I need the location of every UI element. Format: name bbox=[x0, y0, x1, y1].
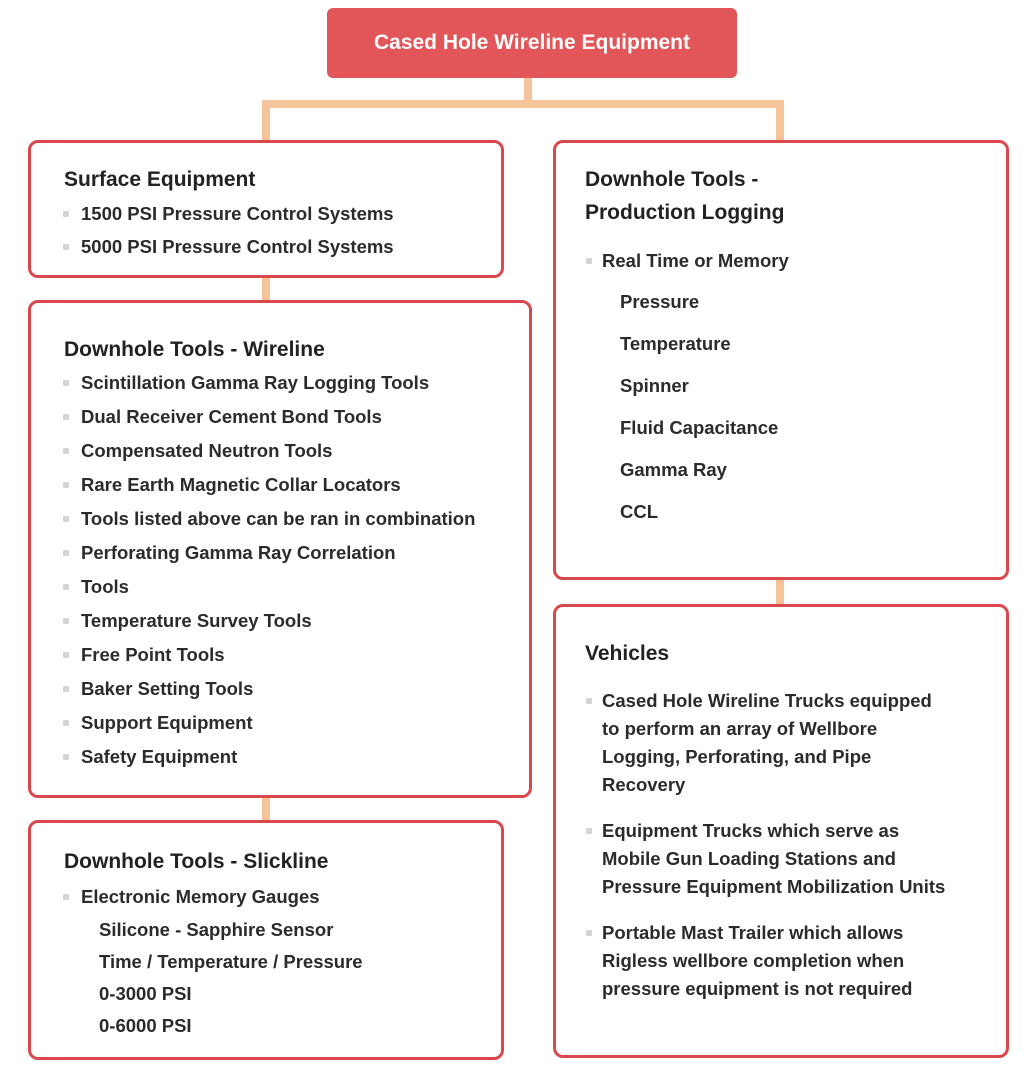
bullet-marker bbox=[63, 244, 69, 250]
root-title: Cased Hole Wireline Equipment bbox=[373, 31, 691, 54]
production-subitem: CCL bbox=[620, 501, 659, 522]
bullet-marker bbox=[63, 754, 69, 760]
bullet-marker bbox=[63, 380, 69, 386]
wireline-item: Compensated Neutron Tools bbox=[81, 440, 333, 461]
wireline-item: Support Equipment bbox=[81, 712, 253, 733]
root-node bbox=[327, 8, 737, 78]
wireline-box bbox=[28, 300, 532, 798]
bullet-marker bbox=[63, 448, 69, 454]
vehicles-item-line: Mobile Gun Loading Stations and bbox=[602, 848, 896, 869]
surface-equipment-box bbox=[28, 140, 504, 278]
production-subitem: Spinner bbox=[620, 375, 689, 396]
surface-item: 5000 PSI Pressure Control Systems bbox=[81, 236, 394, 257]
bullet-marker bbox=[63, 652, 69, 658]
wireline-title: Downhole Tools - Wireline bbox=[64, 338, 325, 361]
wireline-item: Dual Receiver Cement Bond Tools bbox=[81, 406, 382, 427]
wireline-item: Tools listed above can be ran in combination bbox=[81, 508, 476, 529]
production-item: Real Time or Memory bbox=[602, 250, 789, 271]
wireline-item: Safety Equipment bbox=[81, 746, 238, 767]
bullet-marker bbox=[586, 258, 592, 264]
vehicles-item-line: Rigless wellbore completion when bbox=[602, 950, 905, 971]
slickline-item: Electronic Memory Gauges bbox=[81, 886, 320, 907]
vehicles-item-line: to perform an array of Wellbore bbox=[602, 718, 878, 739]
wireline-item: Free Point Tools bbox=[81, 644, 225, 665]
vehicles-item-line: Pressure Equipment Mobilization Units bbox=[602, 876, 946, 897]
production-subitem: Pressure bbox=[620, 291, 700, 312]
bullet-marker bbox=[63, 414, 69, 420]
wireline-item: Perforating Gamma Ray Correlation bbox=[81, 542, 396, 563]
bullet-marker bbox=[63, 894, 69, 900]
bullet-marker bbox=[63, 516, 69, 522]
connector-left-drop bbox=[262, 100, 270, 142]
bullet-marker bbox=[63, 686, 69, 692]
slickline-title: Downhole Tools - Slickline bbox=[64, 850, 329, 873]
production-subitem: Temperature bbox=[620, 333, 731, 354]
production-title-line2: Production Logging bbox=[585, 201, 785, 224]
wireline-item: Scintillation Gamma Ray Logging Tools bbox=[81, 372, 430, 393]
connector-surface-wireline bbox=[262, 276, 270, 302]
slickline-box bbox=[28, 820, 504, 1060]
connector-right-drop bbox=[776, 100, 784, 142]
slickline-subitem: 0-6000 PSI bbox=[99, 1015, 192, 1036]
surface-item: 1500 PSI Pressure Control Systems bbox=[81, 203, 394, 224]
vehicles-title: Vehicles bbox=[585, 642, 670, 665]
production-subitem: Fluid Capacitance bbox=[620, 417, 779, 438]
vehicles-item-line: Recovery bbox=[602, 774, 686, 795]
connector-root-horizontal bbox=[262, 100, 784, 108]
vehicles-item-line: Logging, Perforating, and Pipe bbox=[602, 746, 872, 767]
connector-production-vehicles bbox=[776, 578, 784, 606]
bullet-marker bbox=[63, 584, 69, 590]
bullet-marker bbox=[586, 698, 592, 704]
production-logging-box bbox=[553, 140, 1009, 580]
production-title-line1: Downhole Tools - bbox=[585, 168, 759, 191]
bullet-marker bbox=[586, 930, 592, 936]
connector-wireline-slickline bbox=[262, 796, 270, 822]
vehicles-item-line: pressure equipment is not required bbox=[602, 978, 913, 999]
slickline-subitem: 0-3000 PSI bbox=[99, 983, 192, 1004]
vehicles-box bbox=[553, 604, 1009, 1058]
wireline-item: Baker Setting Tools bbox=[81, 678, 254, 699]
wireline-item: Rare Earth Magnetic Collar Locators bbox=[81, 474, 401, 495]
bullet-marker bbox=[63, 482, 69, 488]
vehicles-item-line: Equipment Trucks which serve as bbox=[602, 820, 900, 841]
bullet-marker bbox=[63, 550, 69, 556]
production-subitem: Gamma Ray bbox=[620, 459, 727, 480]
slickline-subitem: Silicone - Sapphire Sensor bbox=[99, 919, 334, 940]
bullet-marker bbox=[63, 720, 69, 726]
bullet-marker bbox=[586, 828, 592, 834]
wireline-item: Tools bbox=[81, 576, 129, 597]
vehicles-item-line: Portable Mast Trailer which allows bbox=[602, 922, 904, 943]
bullet-marker bbox=[63, 618, 69, 624]
wireline-item: Temperature Survey Tools bbox=[81, 610, 312, 631]
bullet-marker bbox=[63, 211, 69, 217]
slickline-subitem: Time / Temperature / Pressure bbox=[99, 951, 363, 972]
surface-equipment-title: Surface Equipment bbox=[64, 168, 256, 191]
vehicles-item-line: Cased Hole Wireline Trucks equipped bbox=[602, 690, 932, 711]
